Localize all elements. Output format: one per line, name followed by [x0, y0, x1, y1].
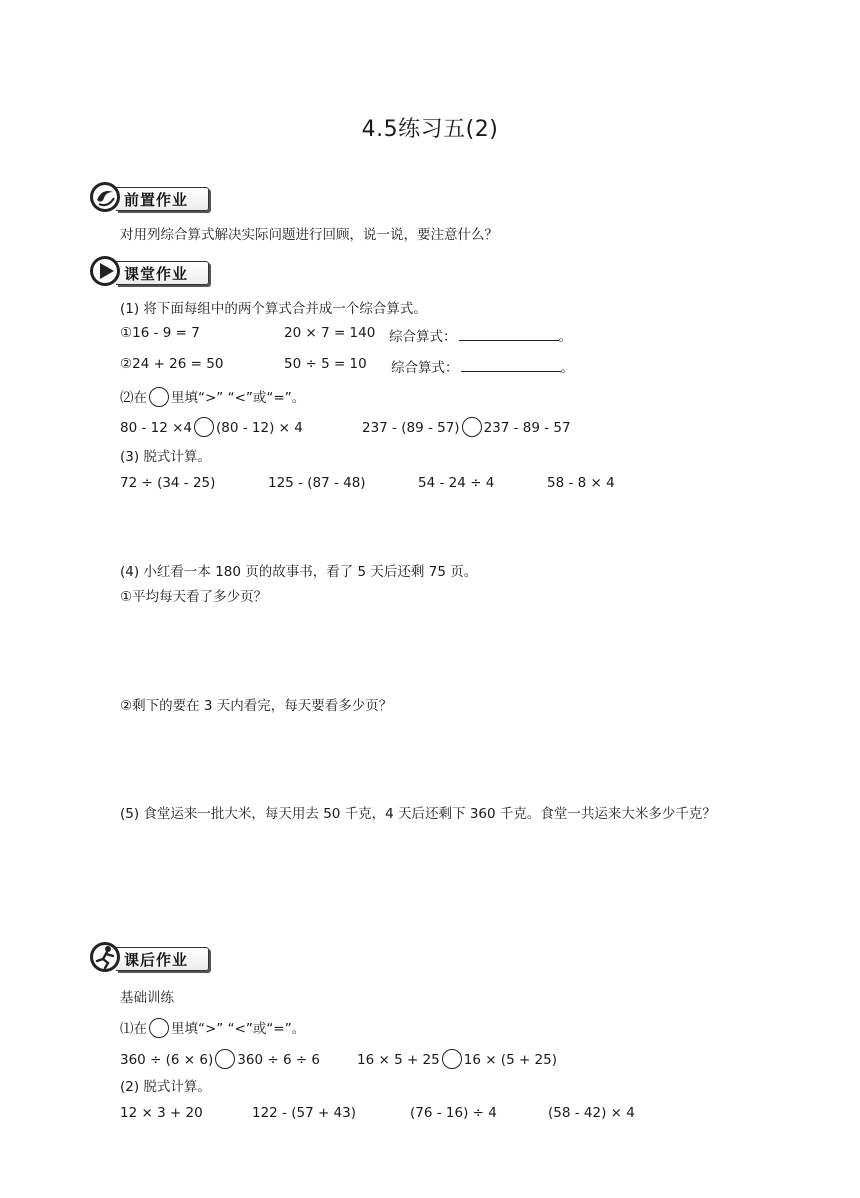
page-title: 4.5练习五(2) — [361, 117, 499, 142]
section-label-after: 课后作业 — [124, 951, 189, 969]
compare-circle-input[interactable] — [462, 417, 482, 437]
hw-q2-item-1: 12 × 3 + 20 — [120, 1105, 203, 1121]
swirl-badge-icon — [88, 180, 122, 214]
compare-circle-input[interactable] — [215, 1049, 235, 1069]
compare-left: 16 × 5 + 25 — [357, 1052, 440, 1068]
cw-q3-item-1: 72 ÷ (34 - 25) — [120, 475, 216, 491]
compare-circle-icon — [149, 1018, 169, 1038]
play-badge-icon — [88, 254, 122, 288]
cw-q2-compare-2 — [362, 418, 571, 438]
cw-q1-title: (1) 将下面每组中的两个算式合并成一个综合算式。 — [120, 301, 427, 317]
cw-q1-row1-eq1: ①16 - 9 = 7 — [120, 325, 200, 341]
cw-q3-item-2: 125 - (87 - 48) — [268, 475, 366, 491]
runner-badge-icon — [88, 940, 122, 974]
section-label-pre: 前置作业 — [124, 191, 189, 209]
cw-q2-compare-1 — [120, 418, 303, 438]
cw-q3-title: (3) 脱式计算。 — [120, 449, 211, 465]
cw-q3-item-4: 58 - 8 × 4 — [547, 475, 615, 491]
pre-question: 对用列综合算式解决实际问题进行回顾，说一说，要注意什么？ — [120, 227, 498, 243]
section-label-class: 课堂作业 — [124, 265, 189, 283]
hw-q2-item-4: (58 - 42) × 4 — [548, 1105, 635, 1121]
compare-right: 237 - 89 - 57 — [483, 420, 571, 436]
compare-circle-input[interactable] — [194, 417, 214, 437]
compare-right: (80 - 12) × 4 — [216, 420, 303, 436]
answer-end: 。 — [560, 360, 574, 376]
cw-q4-title: (4) 小红看一本 180 页的故事书，看了 5 天后还剩 75 页。 — [120, 564, 478, 580]
cw-q5-title: (5) 食堂运来一批大米，每天用去 50 千克，4 天后还剩下 360 千克。食堂一共运来大米多少千克？ — [120, 806, 716, 822]
cw-q1-row1-eq2: 20 × 7 = 140 — [284, 325, 376, 341]
compare-left: 80 - 12 ×4 — [120, 420, 193, 436]
cw-q1-row1-answer — [389, 325, 572, 345]
cw-q1-row2-eq1: ②24 + 26 = 50 — [120, 356, 224, 372]
hw-q1-compare-2 — [357, 1050, 557, 1070]
cw-q2-title — [120, 386, 305, 408]
hw-q1-title — [120, 1017, 305, 1039]
cw-q1-row2-eq2: 50 ÷ 5 = 10 — [284, 356, 367, 372]
hw-q2-item-2: 122 - (57 + 43) — [252, 1105, 357, 1121]
compare-right: 360 ÷ 6 ÷ 6 — [237, 1052, 321, 1068]
q2-title-prefix: ⑵在 — [120, 390, 147, 406]
compare-circle-input[interactable] — [442, 1049, 462, 1069]
hw-q2-title: (2) 脱式计算。 — [120, 1079, 211, 1095]
compare-left: 237 - (89 - 57) — [362, 420, 460, 436]
compare-left: 360 ÷ (6 × 6) — [120, 1052, 214, 1068]
compare-circle-icon — [149, 387, 169, 407]
answer-label: 综合算式： — [391, 360, 459, 376]
hw-subtitle: 基础训练 — [120, 990, 174, 1006]
q1-title-prefix: ⑴在 — [120, 1021, 147, 1037]
cw-q4-sub-a: ①平均每天看了多少页？ — [120, 589, 268, 605]
answer-blank[interactable] — [459, 328, 559, 341]
q2-title-suffix: 里填“>” “<”或“=”。 — [171, 390, 306, 406]
answer-end: 。 — [558, 329, 572, 345]
answer-blank[interactable] — [461, 359, 561, 372]
q1-title-suffix: 里填“>” “<”或“=”。 — [171, 1021, 306, 1037]
cw-q4-sub-b: ②剩下的要在 3 天内看完，每天要看多少页？ — [120, 698, 393, 714]
hw-q2-item-3: (76 - 16) ÷ 4 — [410, 1105, 497, 1121]
hw-q1-compare-1 — [120, 1050, 320, 1070]
cw-q1-row2-answer — [391, 356, 574, 376]
cw-q3-item-3: 54 - 24 ÷ 4 — [418, 475, 495, 491]
compare-right: 16 × (5 + 25) — [463, 1052, 558, 1068]
answer-label: 综合算式： — [389, 329, 457, 345]
